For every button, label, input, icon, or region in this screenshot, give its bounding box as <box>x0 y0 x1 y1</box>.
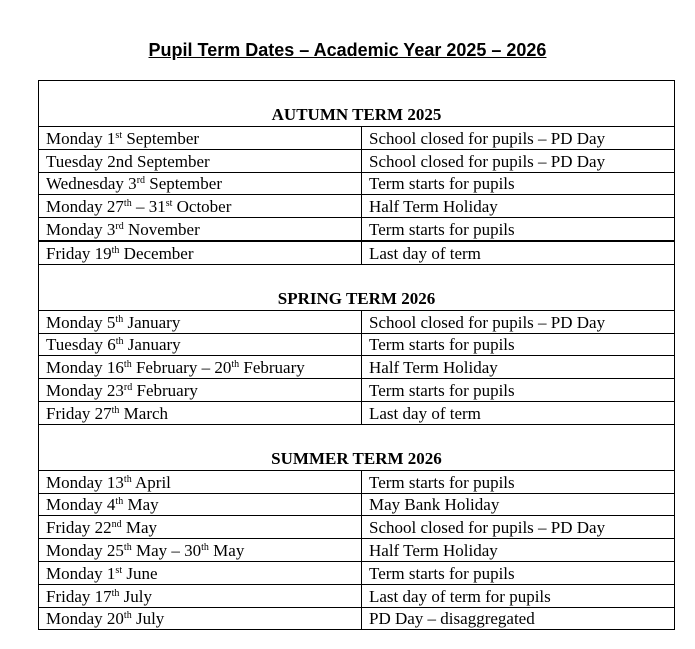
event-cell: School closed for pupils – PD Day <box>362 127 675 150</box>
table-row <box>39 195 675 218</box>
date-text: June <box>122 563 158 583</box>
table-row <box>39 561 675 584</box>
event-cell: Half Term Holiday <box>362 356 675 379</box>
table-row <box>39 493 675 516</box>
table-row <box>39 401 675 424</box>
ordinal-suffix: th <box>111 244 120 256</box>
date-text: Friday 27 <box>46 403 112 423</box>
date-text: November <box>123 219 200 239</box>
table-row <box>39 127 675 150</box>
table-row <box>39 356 675 379</box>
event-cell: Last day of term <box>362 401 675 424</box>
date-text: Tuesday 2nd September <box>46 151 210 171</box>
table-row <box>39 539 675 562</box>
date-text: Monday 1 <box>46 128 116 148</box>
page-title: Pupil Term Dates – Academic Year 2025 – 2026 <box>148 40 547 60</box>
date-cell <box>39 470 362 493</box>
date-cell <box>39 172 362 195</box>
table-row <box>39 241 675 264</box>
date-text: April <box>131 472 171 492</box>
event-cell: School closed for pupils – PD Day <box>362 516 675 539</box>
date-text: – 31 <box>131 197 166 217</box>
date-text: Monday 25 <box>46 540 124 560</box>
term-heading-row <box>39 424 675 470</box>
date-text: Monday 1 <box>46 563 116 583</box>
event-cell: Term starts for pupils <box>362 172 675 195</box>
table-row <box>39 218 675 241</box>
ordinal-suffix: rd <box>123 381 133 393</box>
event-cell: May Bank Holiday <box>362 493 675 516</box>
event-cell: Term starts for pupils <box>362 379 675 402</box>
date-text: Friday 19 <box>46 243 112 263</box>
date-cell <box>39 493 362 516</box>
date-text: January <box>123 312 181 332</box>
date-text: January <box>123 335 181 355</box>
date-text: Monday 16 <box>46 358 124 378</box>
date-text: May – 30 <box>131 540 202 560</box>
date-cell <box>39 241 362 264</box>
date-text: May <box>121 518 158 538</box>
date-cell <box>39 539 362 562</box>
table-row <box>39 379 675 402</box>
date-text: March <box>119 403 169 423</box>
date-text: December <box>119 243 194 263</box>
ordinal-suffix: th <box>115 496 124 508</box>
ordinal-suffix: th <box>111 587 120 599</box>
event-cell: Half Term Holiday <box>362 539 675 562</box>
event-cell: Last day of term for pupils <box>362 584 675 607</box>
table-row <box>39 333 675 356</box>
ordinal-suffix: th <box>111 404 120 416</box>
event-cell: School closed for pupils – PD Day <box>362 149 675 172</box>
date-text: Monday 3 <box>46 219 116 239</box>
date-text: May <box>208 540 245 560</box>
date-text: February <box>239 358 305 378</box>
table-row <box>39 607 675 630</box>
ordinal-suffix: th <box>123 541 132 553</box>
ordinal-suffix: st <box>165 198 173 210</box>
date-text: Monday 4 <box>46 495 116 515</box>
date-text: February – 20 <box>131 358 232 378</box>
date-text: September <box>122 128 200 148</box>
date-text: Tuesday 6 <box>46 335 116 355</box>
date-cell <box>39 195 362 218</box>
date-text: Monday 23 <box>46 380 124 400</box>
ordinal-suffix: st <box>115 129 123 141</box>
table-row <box>39 310 675 333</box>
date-text: February <box>132 380 198 400</box>
ordinal-suffix: th <box>115 313 124 325</box>
ordinal-suffix: th <box>123 198 132 210</box>
date-cell <box>39 607 362 630</box>
term-heading-row <box>39 264 675 310</box>
date-cell <box>39 310 362 333</box>
event-cell: School closed for pupils – PD Day <box>362 310 675 333</box>
term-heading: AUTUMN TERM 2025 <box>39 81 675 127</box>
table-row <box>39 172 675 195</box>
ordinal-suffix: th <box>115 336 124 348</box>
date-cell <box>39 127 362 150</box>
date-cell <box>39 333 362 356</box>
ordinal-suffix: th <box>231 359 240 371</box>
date-text: Friday 22 <box>46 518 112 538</box>
date-text: Friday 17 <box>46 586 112 606</box>
ordinal-suffix: th <box>123 359 132 371</box>
ordinal-suffix: rd <box>115 220 124 232</box>
date-cell <box>39 584 362 607</box>
date-cell <box>39 356 362 379</box>
event-cell: PD Day – disaggregated <box>362 607 675 630</box>
date-cell <box>39 401 362 424</box>
date-text: May <box>123 495 159 515</box>
event-cell: Term starts for pupils <box>362 333 675 356</box>
ordinal-suffix: rd <box>136 175 146 187</box>
table-row <box>39 584 675 607</box>
event-cell: Term starts for pupils <box>362 470 675 493</box>
date-text: September <box>145 174 222 194</box>
date-cell <box>39 218 362 241</box>
date-text: July <box>119 586 153 606</box>
table-row <box>39 516 675 539</box>
ordinal-suffix: th <box>123 610 132 622</box>
ordinal-suffix: nd <box>111 519 122 531</box>
event-cell: Term starts for pupils <box>362 218 675 241</box>
ordinal-suffix: st <box>115 564 123 576</box>
table-row <box>39 470 675 493</box>
ordinal-suffix: th <box>201 541 209 553</box>
date-cell <box>39 149 362 172</box>
date-text: Monday 13 <box>46 472 124 492</box>
date-cell <box>39 379 362 402</box>
term-heading-row <box>39 81 675 127</box>
date-text: Monday 5 <box>46 312 116 332</box>
date-text: Monday 27 <box>46 197 124 217</box>
date-cell <box>39 516 362 539</box>
term-heading: SPRING TERM 2026 <box>39 264 675 310</box>
event-cell: Term starts for pupils <box>362 561 675 584</box>
event-cell: Last day of term <box>362 241 675 264</box>
table-row <box>39 149 675 172</box>
ordinal-suffix: th <box>123 473 132 485</box>
event-cell: Half Term Holiday <box>362 195 675 218</box>
date-text: October <box>172 197 232 217</box>
date-cell <box>39 561 362 584</box>
term-dates-table <box>38 80 675 630</box>
date-text: Wednesday 3 <box>46 174 137 194</box>
date-text: Monday 20 <box>46 609 124 629</box>
date-text: July <box>131 609 165 629</box>
term-heading: SUMMER TERM 2026 <box>39 424 675 470</box>
